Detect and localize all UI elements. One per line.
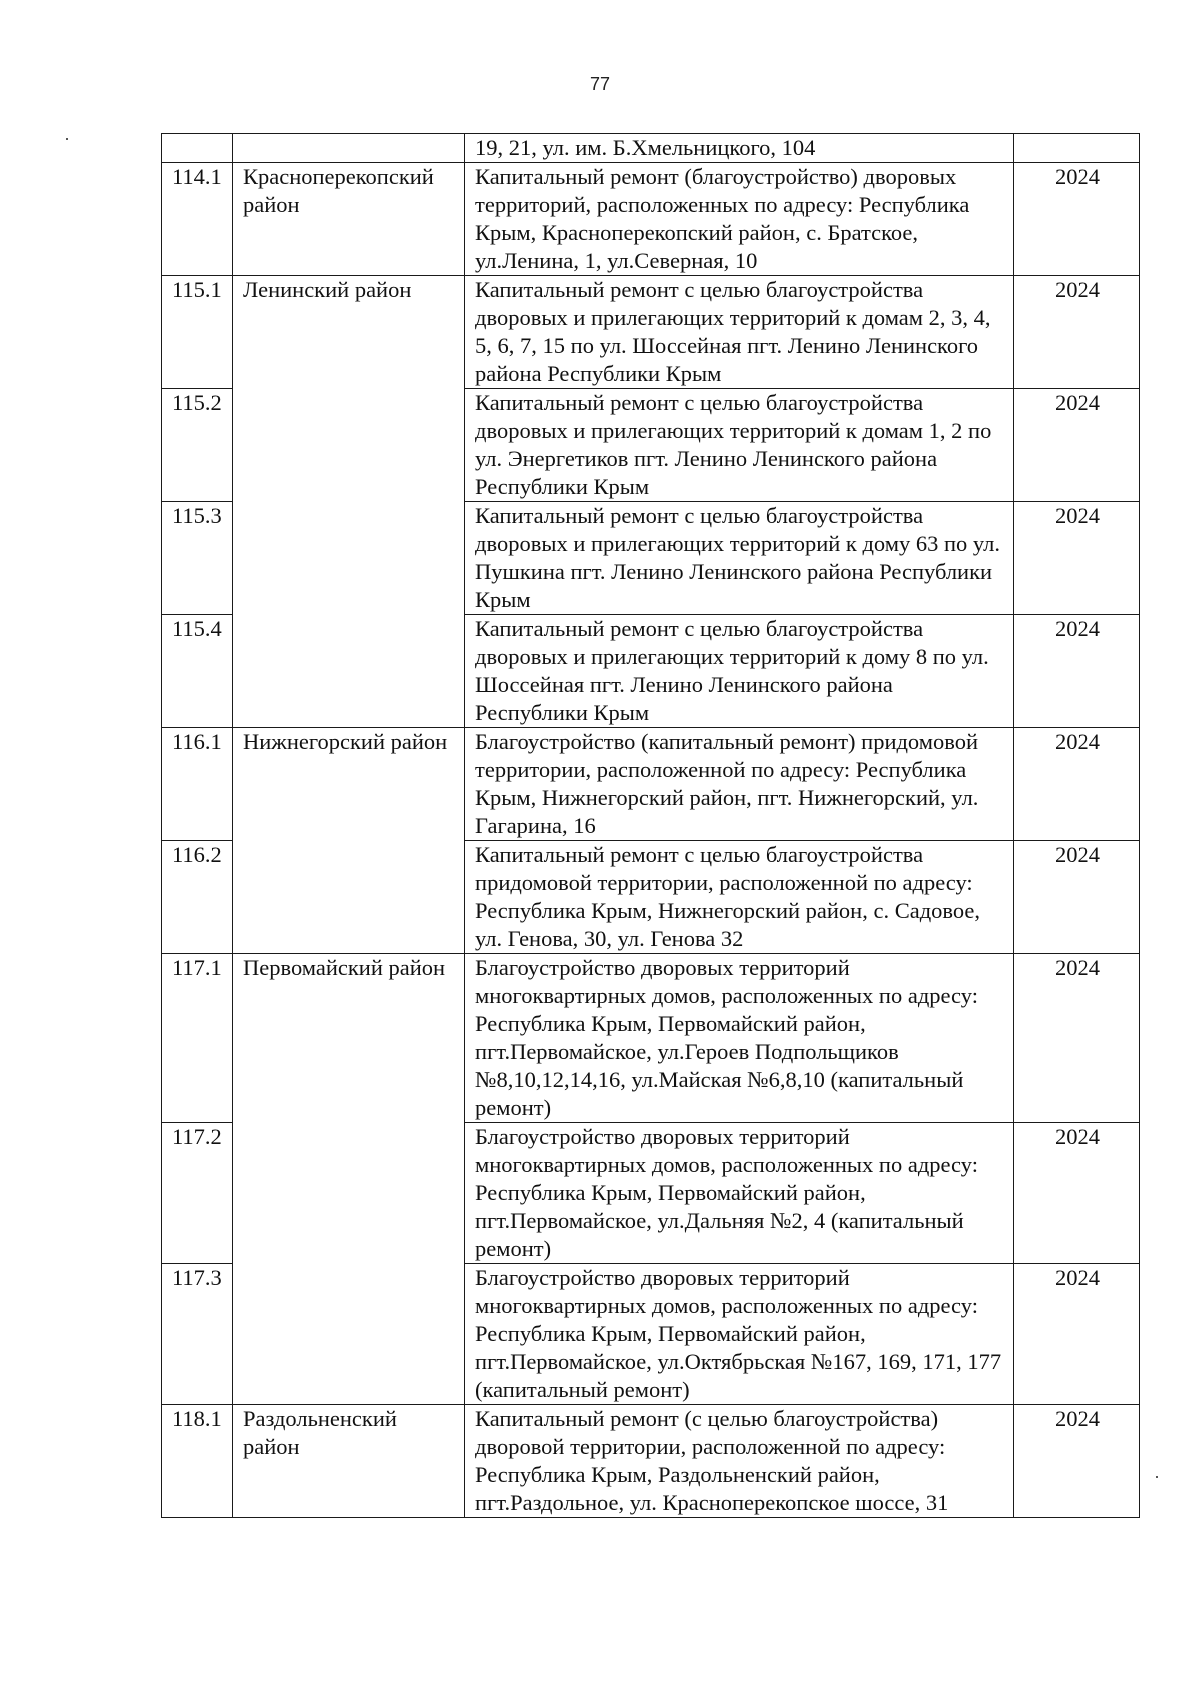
work-description-cell: Благоустройство (капитальный ремонт) придомовой территории, расположенной по адресу: Республика Крым, Нижнегорский район, пгт. Нижнегорский, ул. Гагарина, 16: [465, 728, 1014, 841]
work-description-cell: Капитальный ремонт с целью благоустройства дворовых и прилегающих территорий к домам 1, 2 по ул. Энергетиков пгт. Ленино Ленинского района Республики Крым: [465, 389, 1014, 502]
table-row: [162, 1405, 1140, 1518]
item-number-cell: [162, 134, 233, 163]
district-cell: Красноперекопский район: [232, 163, 464, 276]
year-cell: 2024: [1013, 1405, 1139, 1518]
district-cell: Раздольненский район: [232, 1405, 464, 1518]
table-row: [162, 954, 1140, 1123]
table-row: [162, 276, 1140, 389]
item-number-cell: 115.3: [162, 502, 233, 615]
year-cell: [1013, 134, 1139, 163]
work-description-cell: 19, 21, ул. им. Б.Хмельницкого, 104: [465, 134, 1014, 163]
year-cell: 2024: [1013, 163, 1139, 276]
scan-speck: [66, 138, 68, 140]
district-cell: Ленинский район: [232, 276, 464, 728]
work-description-cell: Благоустройство дворовых территорий многоквартирных домов, расположенных по адресу: Республика Крым, Первомайский район, пгт.Первомайское, ул.Героев Подпольщиков №8,10,12,14,16, ул.Майская №6,8,10 (капитальный ремонт): [465, 954, 1014, 1123]
item-number-cell: 115.4: [162, 615, 233, 728]
work-description-cell: Капитальный ремонт с целью благоустройства дворовых и прилегающих территорий к дому 8 по ул. Шоссейная пгт. Ленино Ленинского района Республики Крым: [465, 615, 1014, 728]
table-row: [162, 163, 1140, 276]
item-number-cell: 117.1: [162, 954, 233, 1123]
page-number: 77: [589, 74, 611, 94]
scan-speck: [1156, 1476, 1158, 1478]
district-cell: Нижнегорский район: [232, 728, 464, 954]
item-number-cell: 116.1: [162, 728, 233, 841]
year-cell: 2024: [1013, 841, 1139, 954]
item-number-cell: 116.2: [162, 841, 233, 954]
year-cell: 2024: [1013, 502, 1139, 615]
year-cell: 2024: [1013, 728, 1139, 841]
item-number-cell: 114.1: [162, 163, 233, 276]
year-cell: 2024: [1013, 1264, 1139, 1405]
table-row: [162, 134, 1140, 163]
work-description-cell: Капитальный ремонт с целью благоустройства придомовой территории, расположенной по адресу: Республика Крым, Нижнегорский район, с. Садовое, ул. Генова, 30, ул. Генова 32: [465, 841, 1014, 954]
projects-table: [161, 133, 1140, 1518]
table-row: [162, 728, 1140, 841]
work-description-cell: Капитальный ремонт (с целью благоустройства) дворовой территории, расположенной по адресу: Республика Крым, Раздольненский район, пгт.Раздольное, ул. Красноперекопское шоссе, 31: [465, 1405, 1014, 1518]
work-description-cell: Благоустройство дворовых территорий многоквартирных домов, расположенных по адресу: Республика Крым, Первомайский район, пгт.Первомайское, ул.Октябрьская №167, 169, 171, 177 (капитальный ремонт): [465, 1264, 1014, 1405]
district-cell: Первомайский район: [232, 954, 464, 1405]
district-cell: [232, 134, 464, 163]
item-number-cell: 118.1: [162, 1405, 233, 1518]
year-cell: 2024: [1013, 276, 1139, 389]
item-number-cell: 115.2: [162, 389, 233, 502]
year-cell: 2024: [1013, 1123, 1139, 1264]
table-body: [162, 134, 1140, 1518]
work-description-cell: Капитальный ремонт с целью благоустройства дворовых и прилегающих территорий к дому 63 по ул. Пушкина пгт. Ленино Ленинского района Республики Крым: [465, 502, 1014, 615]
item-number-cell: 117.3: [162, 1264, 233, 1405]
item-number-cell: 115.1: [162, 276, 233, 389]
work-description-cell: Капитальный ремонт (благоустройство) дворовых территорий, расположенных по адресу: Республика Крым, Красноперекопский район, с. Братское, ул.Ленина, 1, ул.Северная, 10: [465, 163, 1014, 276]
item-number-cell: 117.2: [162, 1123, 233, 1264]
work-description-cell: Благоустройство дворовых территорий многоквартирных домов, расположенных по адресу: Республика Крым, Первомайский район, пгт.Первомайское, ул.Дальняя №2, 4 (капитальный ремонт): [465, 1123, 1014, 1264]
year-cell: 2024: [1013, 615, 1139, 728]
work-description-cell: Капитальный ремонт с целью благоустройства дворовых и прилегающих территорий к домам 2, 3, 4, 5, 6, 7, 15 по ул. Шоссейная пгт. Ленино Ленинского района Республики Крым: [465, 276, 1014, 389]
year-cell: 2024: [1013, 389, 1139, 502]
year-cell: 2024: [1013, 954, 1139, 1123]
